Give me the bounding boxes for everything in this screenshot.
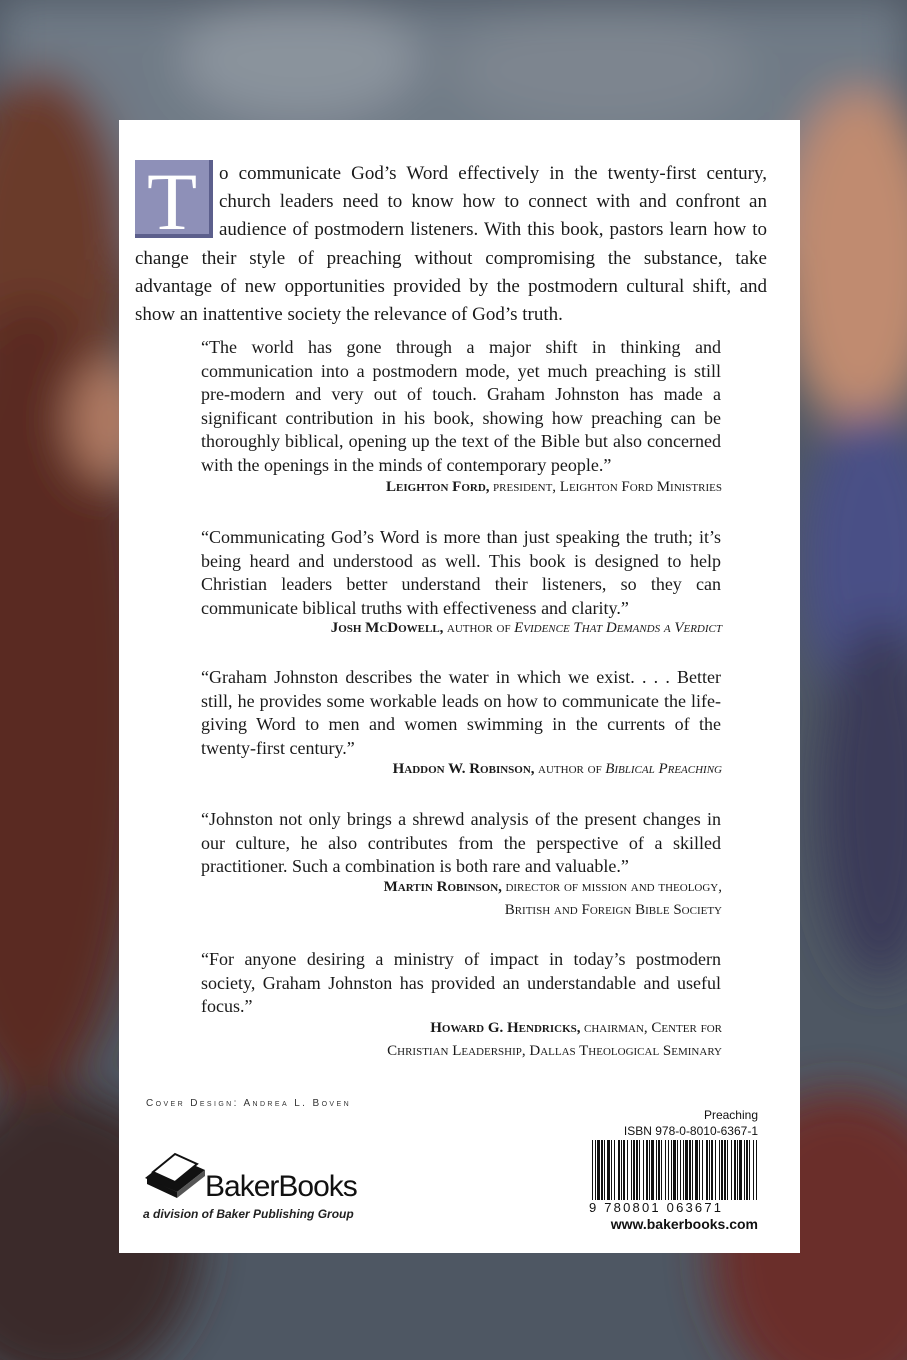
barcode-bar [623, 1140, 625, 1200]
endorsement-attribution-2 [202, 617, 722, 640]
barcode-bar [658, 1140, 660, 1200]
barcode-bar [627, 1140, 628, 1200]
barcode-bar [711, 1140, 713, 1200]
endorsement-quote-1: “The world has gone through a major shift in thinking and communication into a postmodern mode, yet much preaching is still pre-modern and very out of touch. Graham Johnston has made a significant contribution in his book, showing how preaching can be thoroughly biblical, opening up the text of the Bible but also concerned with the openings in the minds of contemporary people.” [201, 337, 721, 475]
barcode-bar [661, 1140, 662, 1200]
barcode-bar [592, 1140, 593, 1200]
endorser-role: president, Leighton Ford Ministries [493, 479, 722, 495]
barcode-bar [734, 1140, 736, 1200]
barcode-bar [656, 1140, 657, 1200]
barcode-bar [744, 1140, 745, 1200]
cover-design-credit: Cover Design: Andrea L. Boven [146, 1098, 352, 1109]
isbn-barcode [590, 1140, 760, 1200]
barcode-bar [614, 1140, 615, 1200]
barcode-bar [753, 1140, 754, 1200]
barcode-bar [739, 1140, 742, 1200]
barcode-bar [604, 1140, 605, 1200]
baker-books-logo [143, 1142, 413, 1222]
barcode-bar [683, 1140, 684, 1200]
endorsement-quote-3: “Graham Johnston describes the water in which we exist. . . . Better still, he provides some workable leads on how to communicate the life-giving Word to men and women swimming in the currents of the twenty-first century.” [201, 667, 721, 758]
barcode-bar [633, 1140, 635, 1200]
drop-cap: T [135, 160, 213, 238]
barcode-bar [636, 1140, 638, 1200]
barcode-bar [601, 1140, 603, 1200]
endorsement-quote-4: “Johnston not only brings a shrewd analysis of the present changes in our culture, he also contributes from the perspective of a skilled practitioner. Such a combination is both rare and valuable.” [201, 809, 721, 876]
barcode-bar [727, 1140, 728, 1200]
endorser-name: Josh McDowell, [330, 620, 444, 636]
barcode-bar [756, 1140, 757, 1200]
barcode-bar [699, 1140, 700, 1200]
barcode-bar [631, 1140, 632, 1200]
barcode-bar [646, 1140, 648, 1200]
endorser-role-2: British and Foreign Bible Society [504, 902, 722, 918]
endorsement-attribution-3 [202, 758, 722, 781]
barcode-bar [607, 1140, 610, 1200]
barcode-bar [673, 1140, 676, 1200]
barcode-bar [685, 1140, 688, 1200]
barcode-bar [749, 1140, 750, 1200]
barcode-bar [737, 1140, 738, 1200]
endorser-name: Howard G. Hendricks, [430, 1020, 581, 1036]
publisher-url: www.bakerbooks.com [610, 1216, 758, 1232]
endorser-role: author of [538, 761, 602, 777]
barcode-bar [665, 1140, 666, 1200]
barcode-bar [649, 1140, 650, 1200]
barcode-bar [611, 1140, 612, 1200]
isbn-label: ISBN 978-0-8010-6367-1 [623, 1124, 758, 1138]
barcode-bar [643, 1140, 644, 1200]
endorser-role: director of mission and theology, [505, 879, 722, 895]
barcode-bar [715, 1140, 716, 1200]
barcode-bar [719, 1140, 720, 1200]
barcode-bar [724, 1140, 726, 1200]
barcode-bar [680, 1140, 681, 1200]
barcode-digits: 9 780801 063671 [589, 1200, 724, 1215]
barcode-bar [702, 1140, 703, 1200]
publisher-subtitle: a division of Baker Publishing Group [143, 1207, 354, 1221]
endorsement-attribution-4 [202, 876, 722, 922]
barcode-bar [621, 1140, 622, 1200]
barcode-bar [597, 1140, 600, 1200]
endorser-book: Evidence That Demands a Verdict [514, 620, 722, 636]
endorsement-attribution-1 [202, 476, 722, 499]
endorser-name: Martin Robinson, [383, 879, 502, 895]
endorser-name: Haddon W. Robinson, [392, 761, 535, 777]
endorsement-attribution-5 [202, 1017, 722, 1063]
intro-text: o communicate God’s Word effectively in the twenty-first century, church leaders need to know how to connect with and confront an audience of postmodern listeners. With this book, pastors learn how to change their style of preaching without compromising the substance, take advantage of new opportunities provided by the postmodern cultural shift, and show an inattentive society the relevance of God’s truth. [135, 163, 767, 326]
endorser-role: author of [446, 620, 511, 636]
back-cover-panel [119, 120, 800, 1253]
barcode-bar [677, 1140, 678, 1200]
endorser-book: Biblical Preaching [605, 761, 722, 777]
barcode-bar [692, 1140, 693, 1200]
barcode-bar [639, 1140, 640, 1200]
barcode-bar [689, 1140, 691, 1200]
endorser-role: chairman, Center for [584, 1020, 722, 1036]
endorser-role-2: Christian Leadership, Dallas Theological Seminary [387, 1043, 722, 1059]
barcode-bar [668, 1140, 669, 1200]
endorser-name: Leighton Ford, [386, 479, 490, 495]
barcode-bar [709, 1140, 710, 1200]
barcode-bar [595, 1140, 596, 1200]
endorsement-quote-5: “For anyone desiring a ministry of impact in today’s postmodern society, Graham Johnston has provided an understandable and useful focus.” [201, 949, 721, 1016]
barcode-bar [618, 1140, 620, 1200]
barcode-bar [651, 1140, 654, 1200]
barcode-bar [695, 1140, 698, 1200]
barcode-bar [706, 1140, 708, 1200]
intro-paragraph [135, 156, 767, 329]
book-stack-icon [143, 1148, 207, 1200]
barcode-bar [721, 1140, 723, 1200]
barcode-bar [671, 1140, 672, 1200]
barcode-bar [746, 1140, 748, 1200]
publisher-name: BakerBooks [205, 1170, 357, 1203]
endorsement-quote-2: “Communicating God’s Word is more than just speaking the truth; it’s being heard and understood as well. This book is designed to help Christian leaders better understand their listeners, so they can communicate biblical truths with effectiveness and clarity.” [201, 527, 721, 618]
category-label: Preaching [703, 1108, 758, 1122]
barcode-bar [731, 1140, 732, 1200]
